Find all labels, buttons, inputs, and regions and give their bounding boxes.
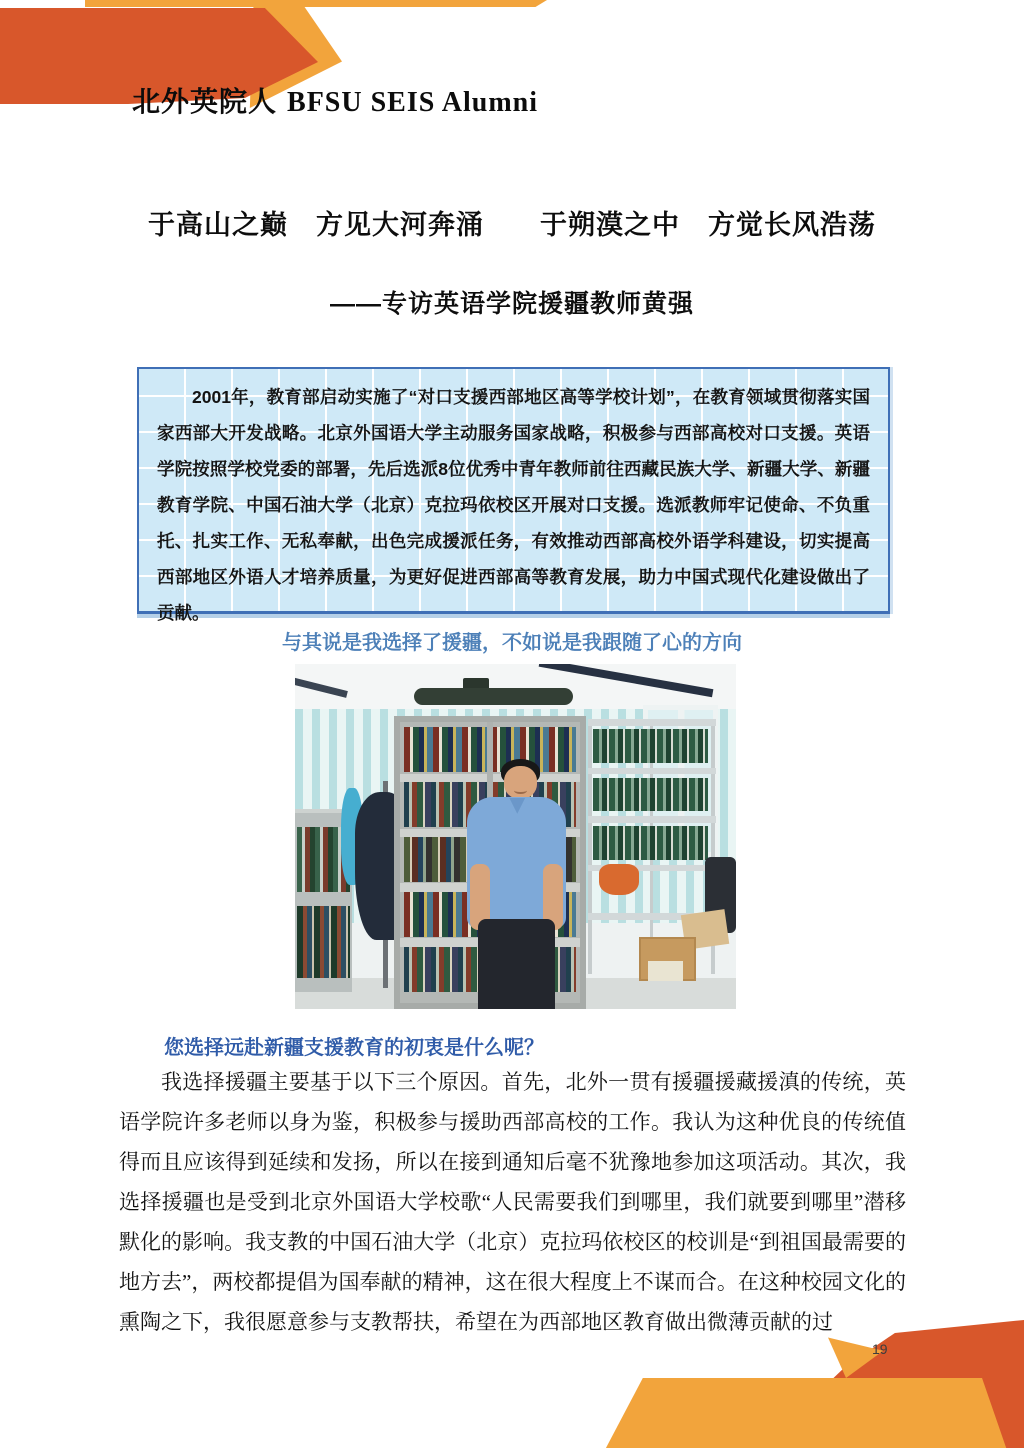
- page-number: 19: [872, 1341, 888, 1357]
- photo-left-books-row: [297, 906, 350, 978]
- photo-green-books: [593, 729, 708, 762]
- photo-shelf-line: [588, 719, 716, 725]
- interview-question: 您选择远赴新疆支援教育的初衷是什么呢？: [164, 1037, 544, 1059]
- intro-box-text: 2001年，教育部启动实施了“对口支援西部地区高等学校计划”，在教育领域贯彻落实国家西部大开发战略。北京外国语大学主动服务国家战略，积极参与西部高校对口支援。英语学院按照学校党委的部署，先后选派8位优秀中青年教师前往西藏民族大学、新疆大学、新疆教育学院、中国石油大学（北京）克拉玛依校区开展对口支援。选派教师牢记使命、不负重托、扎实工作、无私奉献，出色完成援派任务，有效推动西部高校外语学科建设，切实提高西部地区外语人才培养质量，为更好促进西部高等教育发展，助力中国式现代化建设做出了贡献。: [157, 387, 870, 623]
- photo-orange-bag: [599, 864, 639, 895]
- photo-papers: [648, 961, 683, 982]
- article-title: 于高山之巅 方见大河奔涌 于朔漠之中 方觉长风浩荡: [148, 210, 876, 240]
- article-subtitle: ——专访英语学院援疆教师黄强: [329, 290, 694, 318]
- photo-shelf-post: [588, 719, 592, 974]
- portrait-photo: [295, 664, 736, 1009]
- masthead-english: BFSU SEIS Alumni: [287, 87, 539, 118]
- photo-green-books: [593, 778, 708, 811]
- intro-box: [137, 367, 890, 623]
- photo-submarine-model: [414, 688, 573, 705]
- bottom-amber-parallelogram: [600, 1378, 1024, 1448]
- photo-shelf-line: [588, 816, 716, 822]
- top-amber-bar: [85, 0, 547, 7]
- interview-answer: 我选择援疆主要基于以下三个原因。首先，北外一贯有援疆援藏援滇的传统，英语学院许多老师以身为鉴，积极参与援助西部高校的工作。我认为这种优良的传统值得而且应该得到延续和发扬，所以在接到通知后毫不犹豫地参加这项活动。其次，我选择援疆也是受到北京外国语大学校歌“人民需要我们到哪里，我们就要到哪里”潜移默化的影响。我支教的中国石油大学（北京）克拉玛依校区的校训是“到祖国最需要的地方去”，两校都提倡为国奉献的精神，这在很大程度上不谋而合。在这种校园文化的熏陶之下，我很愿意参与支教帮扶，希望在为西部地区教育做出微薄贡献的过: [119, 1070, 906, 1334]
- masthead-chinese: 北外英院人: [132, 87, 278, 118]
- pull-quote: 与其说是我选择了援疆，不如说是我跟随了心的方向: [282, 632, 742, 654]
- masthead: [132, 80, 538, 120]
- photo-man-pants: [478, 919, 555, 1009]
- photo-green-books: [593, 826, 708, 859]
- photo-shelf-line: [588, 768, 716, 774]
